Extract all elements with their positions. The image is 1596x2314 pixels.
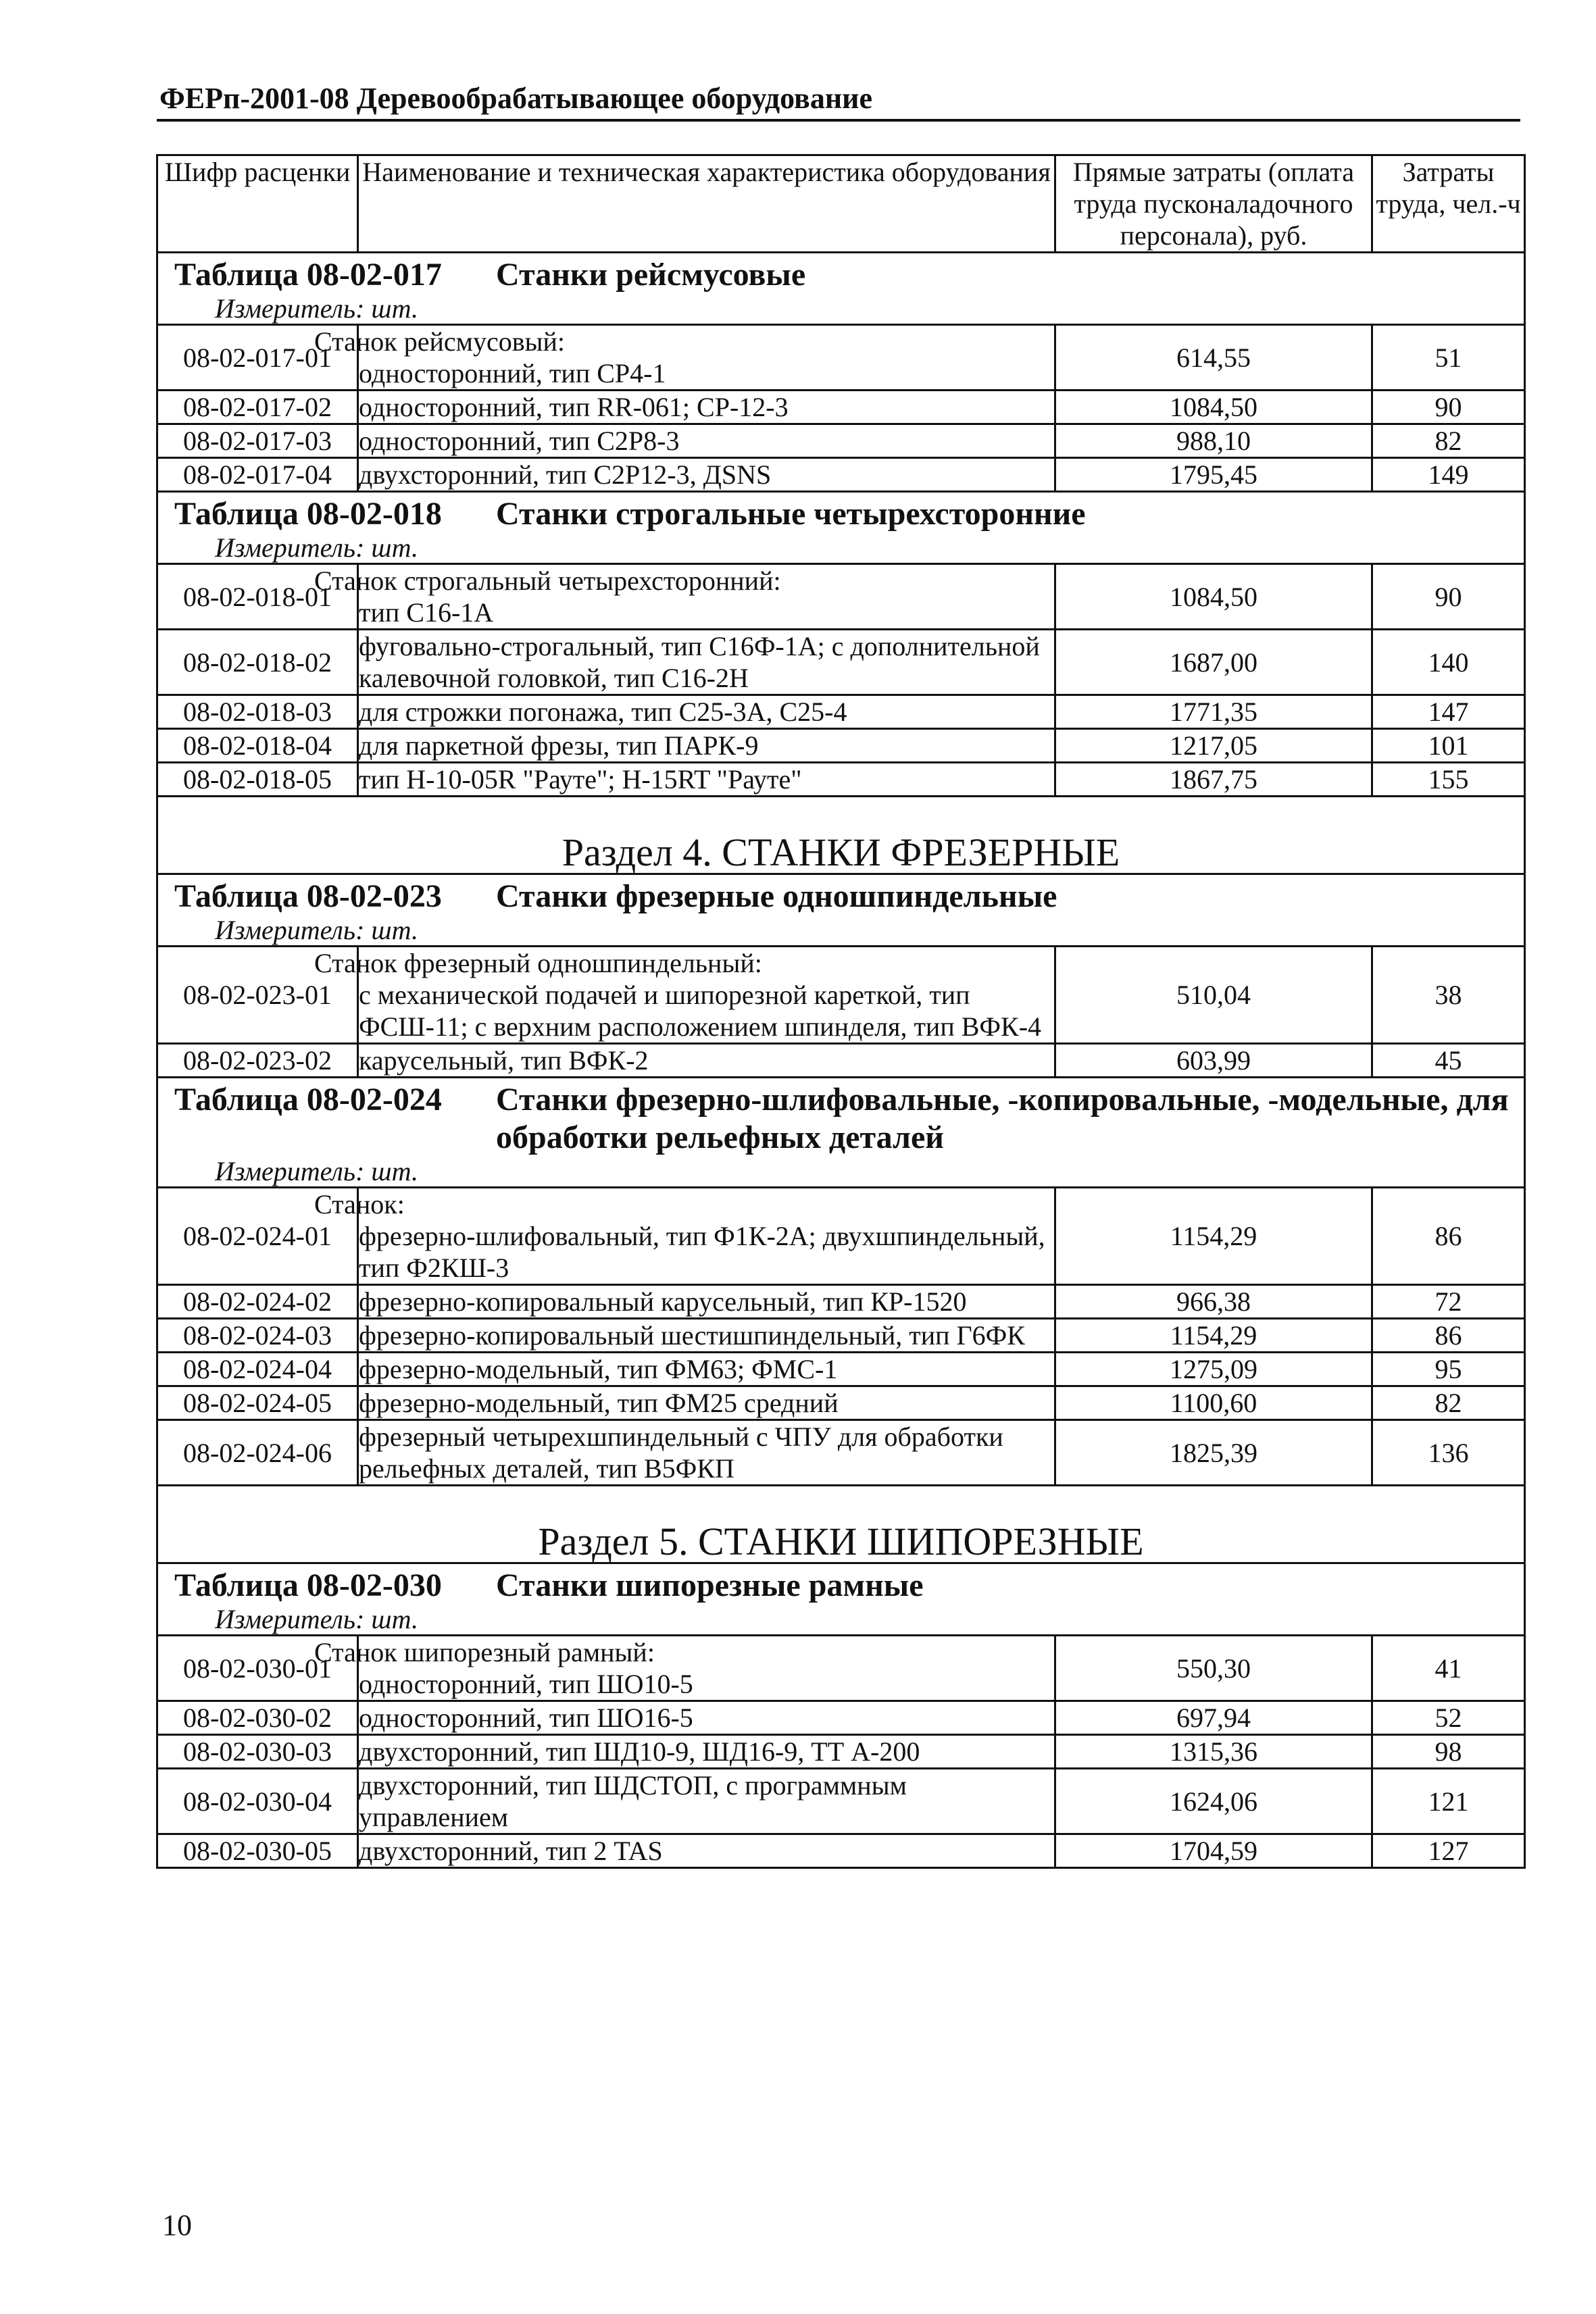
rates-table-body	[157, 253, 1525, 1868]
rate-code: 08-02-024-02	[157, 1285, 358, 1319]
equipment-group-label: Станок шипорезный рамный:	[314, 1637, 655, 1667]
section-heading: Раздел 5. СТАНКИ ШИПОРЕЗНЫЕ	[157, 1486, 1525, 1563]
page-number: 10	[162, 2209, 192, 2242]
rate-name: карусельный, тип ВФК-2	[359, 1045, 649, 1076]
rate-labor: 38	[1372, 947, 1525, 1044]
table-title-cell	[157, 1563, 1525, 1605]
rate-name-cell	[314, 1188, 1055, 1285]
rate-code: 08-02-024-04	[157, 1353, 358, 1386]
measure-unit: Измеритель: шт.	[157, 1605, 1525, 1636]
rate-code: 08-02-017-04	[157, 458, 358, 492]
rate-labor: 127	[1372, 1834, 1525, 1868]
rate-name-cell	[358, 1044, 1055, 1078]
rate-labor: 95	[1372, 1353, 1525, 1386]
rate-name: тип С16-1А	[359, 597, 494, 628]
table-row	[157, 424, 1525, 458]
column-header-code: Шифр расценки	[157, 155, 358, 253]
rate-name: фуговально-строгальный, тип С16Ф-1А; с дополнительной калевочной головкой, тип С16-2Н	[359, 631, 1040, 693]
table-row	[157, 947, 1525, 1044]
table-title-cell	[157, 1078, 1525, 1157]
table-title: Станки фрезерные одношпиндельные	[496, 878, 1057, 914]
column-header-name: Наименование и техническая характеристика оборудования	[358, 155, 1055, 253]
measure-row	[157, 533, 1525, 564]
rate-labor: 82	[1372, 424, 1525, 458]
rate-cost: 1825,39	[1055, 1420, 1372, 1486]
equipment-group-label: Станок рейсмусовый:	[314, 326, 565, 357]
table-title-row	[157, 492, 1525, 534]
rate-code: 08-02-018-02	[157, 630, 358, 695]
rate-name: односторонний, тип ШО10-5	[359, 1669, 693, 1699]
rate-labor: 98	[1372, 1735, 1525, 1769]
rate-cost: 988,10	[1055, 424, 1372, 458]
rate-code: 08-02-024-06	[157, 1420, 358, 1486]
table-row	[157, 325, 1525, 391]
rate-code: 08-02-018-05	[157, 763, 358, 797]
rate-name: фрезерно-модельный, тип ФМ25 средний	[359, 1388, 839, 1418]
measure-unit: Измеритель: шт.	[157, 915, 1525, 947]
table-code: Таблица 08-02-017	[174, 257, 442, 293]
rate-name-cell	[358, 424, 1055, 458]
rate-cost: 510,04	[1055, 947, 1372, 1044]
rate-code: 08-02-030-02	[157, 1701, 358, 1735]
rate-cost: 1154,29	[1055, 1319, 1372, 1353]
rate-name: для строжки погонажа, тип С25-3А, С25-4	[359, 697, 847, 727]
section-heading-row	[157, 797, 1525, 874]
rate-name-cell	[358, 1319, 1055, 1353]
measure-unit: Измеритель: шт.	[157, 1157, 1525, 1188]
table-code: Таблица 08-02-024	[174, 1082, 442, 1117]
table-title: Станки шипорезные рамные	[496, 1567, 924, 1603]
rate-cost: 1275,09	[1055, 1353, 1372, 1386]
rate-code: 08-02-017-01	[157, 325, 358, 391]
rate-cost: 603,99	[1055, 1044, 1372, 1078]
rate-name-cell	[358, 458, 1055, 492]
rate-code: 08-02-030-04	[157, 1769, 358, 1834]
measure-row	[157, 1605, 1525, 1636]
rate-code: 08-02-018-04	[157, 729, 358, 763]
rate-code: 08-02-030-01	[157, 1636, 358, 1701]
rate-name-cell	[358, 1285, 1055, 1319]
table-row	[157, 1188, 1525, 1285]
rate-code: 08-02-024-01	[157, 1188, 358, 1285]
rate-cost: 1624,06	[1055, 1769, 1372, 1834]
rate-labor: 90	[1372, 391, 1525, 424]
rate-name-cell	[358, 1420, 1055, 1486]
rate-name-cell	[314, 564, 1055, 630]
table-row	[157, 1636, 1525, 1701]
rate-name-cell	[358, 729, 1055, 763]
table-title: Станки рейсмусовые	[496, 257, 806, 293]
rate-labor: 86	[1372, 1188, 1525, 1285]
rate-name-cell	[358, 1735, 1055, 1769]
table-row	[157, 1735, 1525, 1769]
table-row	[157, 1319, 1525, 1353]
rate-labor: 90	[1372, 564, 1525, 630]
rate-labor: 140	[1372, 630, 1525, 695]
table-row	[157, 1420, 1525, 1486]
rate-code: 08-02-024-05	[157, 1386, 358, 1420]
table-title-row	[157, 1078, 1525, 1157]
rate-name: односторонний, тип ШО16-5	[359, 1703, 693, 1733]
rate-name-cell	[358, 1834, 1055, 1868]
rate-name: фрезерный четырехшпиндельный с ЧПУ для обработки рельефных деталей, тип В5ФКП	[359, 1422, 1003, 1484]
header-rule	[157, 119, 1520, 122]
measure-unit: Измеритель: шт.	[157, 294, 1525, 325]
rate-name-cell	[358, 1386, 1055, 1420]
rate-cost: 550,30	[1055, 1636, 1372, 1701]
rate-labor: 45	[1372, 1044, 1525, 1078]
table-code: Таблица 08-02-018	[174, 496, 442, 532]
rate-name-cell	[358, 1769, 1055, 1834]
measure-row	[157, 915, 1525, 947]
rate-cost: 1687,00	[1055, 630, 1372, 695]
table-row	[157, 695, 1525, 729]
table-row	[157, 1701, 1525, 1735]
rate-name: односторонний, тип СР4-1	[359, 358, 666, 388]
rate-cost: 697,94	[1055, 1701, 1372, 1735]
rate-name-cell	[358, 763, 1055, 797]
column-header-labor: Затраты труда, чел.-ч	[1372, 155, 1525, 253]
rate-cost: 1315,36	[1055, 1735, 1372, 1769]
rate-cost: 966,38	[1055, 1285, 1372, 1319]
section-heading: Раздел 4. СТАНКИ ФРЕЗЕРНЫЕ	[157, 797, 1525, 874]
rate-code: 08-02-017-02	[157, 391, 358, 424]
rate-name: двухсторонний, тип ШДСТОП, с программным управлением	[359, 1770, 907, 1832]
rate-name-cell	[358, 695, 1055, 729]
rate-name-cell	[358, 1353, 1055, 1386]
table-row	[157, 1285, 1525, 1319]
table-row	[157, 729, 1525, 763]
rate-name-cell	[358, 391, 1055, 424]
table-row	[157, 1353, 1525, 1386]
rate-cost: 1217,05	[1055, 729, 1372, 763]
rate-name: двухсторонний, тип ШД10-9, ШД16-9, ТТ А-200	[359, 1736, 920, 1767]
rate-labor: 101	[1372, 729, 1525, 763]
rate-cost: 1154,29	[1055, 1188, 1372, 1285]
table-row	[157, 564, 1525, 630]
table-title-cell	[157, 492, 1525, 534]
table-code: Таблица 08-02-030	[174, 1567, 442, 1603]
measure-row	[157, 294, 1525, 325]
table-row	[157, 391, 1525, 424]
rate-labor: 86	[1372, 1319, 1525, 1353]
rate-name-cell	[358, 1701, 1055, 1735]
table-title: Станки строгальные четырехсторонние	[496, 496, 1086, 532]
rate-cost: 614,55	[1055, 325, 1372, 391]
rate-name-cell	[314, 325, 1055, 391]
column-header-cost: Прямые затраты (оплата труда пусконаладочного персонала), руб.	[1055, 155, 1372, 253]
rate-name-cell	[314, 947, 1055, 1044]
table-row	[157, 1044, 1525, 1078]
rate-labor: 121	[1372, 1769, 1525, 1834]
rate-code: 08-02-018-01	[157, 564, 358, 630]
rate-labor: 72	[1372, 1285, 1525, 1319]
rate-name: фрезерно-модельный, тип ФМ63; ФМС-1	[359, 1354, 838, 1384]
rate-code: 08-02-030-03	[157, 1735, 358, 1769]
rate-name: тип Н-10-05R "Рауте"; Н-15RT "Рауте"	[359, 764, 802, 795]
table-row	[157, 1386, 1525, 1420]
rate-name-cell	[314, 1636, 1055, 1701]
rate-labor: 147	[1372, 695, 1525, 729]
rate-name: фрезерно-копировальный карусельный, тип КР-1520	[359, 1286, 967, 1317]
rate-labor: 155	[1372, 763, 1525, 797]
rate-name: для паркетной фрезы, тип ПАРК-9	[359, 730, 759, 761]
rate-labor: 149	[1372, 458, 1525, 492]
table-title: Станки фрезерно-шлифовальные, -копировальные, -модельные, для обработки рельефных деталей	[496, 1082, 1509, 1155]
table-title-row	[157, 253, 1525, 295]
document-header-title: ФЕРп-2001-08 Деревообрабатывающее оборудование	[159, 82, 873, 115]
rate-labor: 52	[1372, 1701, 1525, 1735]
table-row	[157, 458, 1525, 492]
rate-name: с механической подачей и шипорезной кареткой, тип ФСШ-11; с верхним расположением шпинделя, тип ВФК-4	[359, 980, 1042, 1042]
section-heading-row	[157, 1486, 1525, 1563]
rate-labor: 51	[1372, 325, 1525, 391]
rate-code: 08-02-023-02	[157, 1044, 358, 1078]
rate-cost: 1867,75	[1055, 763, 1372, 797]
rate-labor: 136	[1372, 1420, 1525, 1486]
rate-name: фрезерно-шлифовальный, тип Ф1К-2А; двухшпиндельный, тип Ф2КШ-3	[359, 1221, 1045, 1283]
equipment-group-label: Станок строгальный четырехсторонний:	[314, 565, 781, 596]
rate-name: фрезерно-копировальный шестишпиндельный, тип Г6ФК	[359, 1320, 1025, 1351]
rate-code: 08-02-024-03	[157, 1319, 358, 1353]
measure-row	[157, 1157, 1525, 1188]
table-title-row	[157, 1563, 1525, 1605]
rate-cost: 1100,60	[1055, 1386, 1372, 1420]
rate-code: 08-02-017-03	[157, 424, 358, 458]
rate-code: 08-02-023-01	[157, 947, 358, 1044]
rate-name: односторонний, тип С2Р8-3	[359, 426, 680, 456]
rate-cost: 1704,59	[1055, 1834, 1372, 1868]
rate-name: двухсторонний, тип 2 TAS	[359, 1836, 663, 1866]
table-title-cell	[157, 253, 1525, 295]
table-row	[157, 763, 1525, 797]
table-code: Таблица 08-02-023	[174, 878, 442, 914]
rate-name: односторонний, тип RR-061; СР-12-3	[359, 392, 789, 422]
table-row	[157, 1769, 1525, 1834]
rate-code: 08-02-018-03	[157, 695, 358, 729]
table-title-cell	[157, 874, 1525, 916]
rate-cost: 1795,45	[1055, 458, 1372, 492]
column-header-row	[157, 155, 1525, 253]
rate-labor: 82	[1372, 1386, 1525, 1420]
rate-name: двухсторонний, тип С2Р12-3, ДSNS	[359, 459, 772, 490]
table-row	[157, 630, 1525, 695]
rate-cost: 1084,50	[1055, 391, 1372, 424]
rate-labor: 41	[1372, 1636, 1525, 1701]
rates-table	[156, 154, 1526, 1869]
rate-code: 08-02-030-05	[157, 1834, 358, 1868]
measure-unit: Измеритель: шт.	[157, 533, 1525, 564]
equipment-group-label: Станок фрезерный одношпиндельный:	[314, 948, 762, 978]
table-row	[157, 1834, 1525, 1868]
table-title-row	[157, 874, 1525, 916]
rate-name-cell	[358, 630, 1055, 695]
rate-cost: 1084,50	[1055, 564, 1372, 630]
rate-cost: 1771,35	[1055, 695, 1372, 729]
equipment-group-label: Станок:	[314, 1189, 405, 1219]
